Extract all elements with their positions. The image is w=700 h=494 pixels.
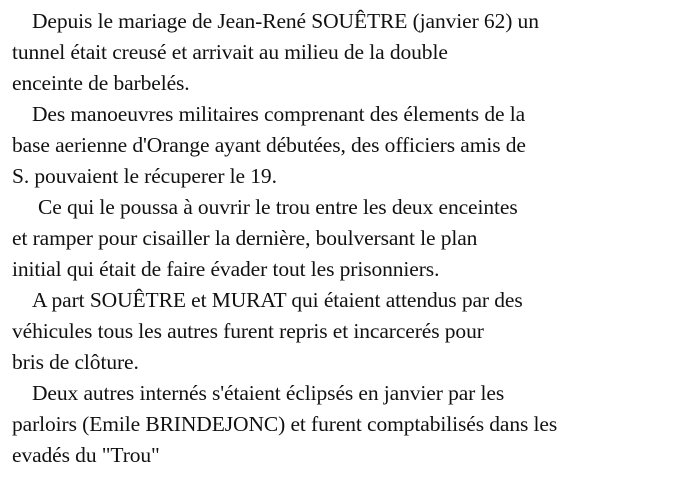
text-line: tunnel était creusé et arrivait au milieu de la double xyxy=(12,40,448,64)
paragraph-1 xyxy=(12,6,692,99)
text-line: Ce qui le poussa à ouvrir le trou entre les deux enceintes xyxy=(38,195,518,219)
text-line: bris de clôture. xyxy=(12,350,139,374)
text-line: véhicules tous les autres furent repris et incarcerés pour xyxy=(12,319,484,343)
text-line: Depuis le mariage de Jean-René SOUÊTRE (janvier 62) un xyxy=(32,9,539,33)
text-line: base aerienne d'Orange ayant débutées, des officiers amis de xyxy=(12,133,526,157)
text-line: Des manoeuvres militaires comprenant des élements de la xyxy=(32,102,526,126)
paragraph-3 xyxy=(12,192,692,285)
text-line: enceinte de barbelés. xyxy=(12,71,190,95)
paragraph-4 xyxy=(12,285,692,378)
text-line: S. pouvaient le récuperer le 19. xyxy=(12,164,277,188)
paragraph-2 xyxy=(12,99,692,192)
paragraph-5 xyxy=(12,378,692,471)
text-line: et ramper pour cisailler la dernière, boulversant le plan xyxy=(12,226,478,250)
text-line: parloirs (Emile BRINDEJONC) et furent comptabilisés dans les xyxy=(12,412,558,436)
text-line: initial qui était de faire évader tout les prisonniers. xyxy=(12,257,440,281)
text-line: A part SOUÊTRE et MURAT qui étaient attendus par des xyxy=(32,288,523,312)
document-text xyxy=(12,6,692,471)
text-line: evadés du "Trou" xyxy=(12,443,160,467)
text-line: Deux autres internés s'étaient éclipsés en janvier par les xyxy=(32,381,505,405)
